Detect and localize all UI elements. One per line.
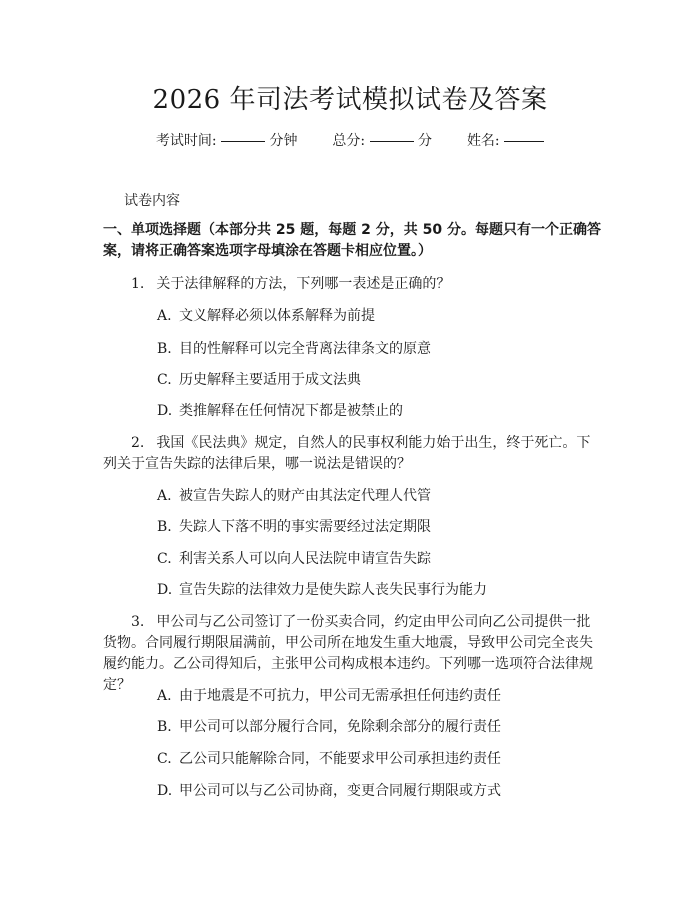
exam-time-unit: 分钟 xyxy=(269,133,298,149)
option-letter: B. xyxy=(157,719,172,735)
question-1-option-a xyxy=(157,306,597,326)
total-score-label: 总分: xyxy=(332,133,366,149)
total-score-blank xyxy=(370,127,414,142)
option-letter: C. xyxy=(157,751,172,767)
student-name-label: 姓名: xyxy=(466,133,500,149)
question-1-option-b xyxy=(157,339,597,359)
option-text: 甲公司可以部分履行合同，免除剩余部分的履行责任 xyxy=(179,719,501,735)
question-stem: 我国《民法典》规定，自然人的民事权利能力始于出生，终于死亡。下列关于宣告失踪的法律后果，哪一说法是错误的？ xyxy=(103,435,591,472)
option-letter: D. xyxy=(157,783,173,799)
question-number: 2. xyxy=(131,435,145,451)
option-text: 类推解释在任何情况下都是被禁止的 xyxy=(179,403,403,419)
option-text: 被宣告失踪人的财产由其法定代理人代管 xyxy=(179,488,431,504)
option-letter: B. xyxy=(157,341,172,357)
option-text: 由于地震是不可抗力，甲公司无需承担任何违约责任 xyxy=(179,688,501,704)
option-text: 目的性解释可以完全背离法律条文的原意 xyxy=(179,341,431,357)
question-1 xyxy=(103,274,603,295)
question-3-option-b xyxy=(157,717,597,737)
exam-time-label: 考试时间: xyxy=(155,133,217,149)
option-text: 文义解释必须以体系解释为前提 xyxy=(179,308,375,324)
option-text: 甲公司可以与乙公司协商，变更合同履行期限或方式 xyxy=(179,783,501,799)
option-letter: D. xyxy=(157,582,173,598)
page-title: 2026 年司法考试模拟试卷及答案 xyxy=(152,85,548,115)
question-2 xyxy=(103,433,603,475)
option-letter: A. xyxy=(157,308,172,324)
question-3 xyxy=(103,612,603,696)
option-text: 利害关系人可以向人民法院申请宣告失踪 xyxy=(179,551,431,567)
section-label: 试卷内容 xyxy=(124,193,180,209)
option-letter: A. xyxy=(157,488,172,504)
question-1-option-c xyxy=(157,370,597,390)
section-heading: 一、单项选择题（本部分共 25 题，每题 2 分，共 50 分。每题只有一个正确答案，请将正确答案选项字母填涂在答题卡相应位置。） xyxy=(103,222,601,259)
question-stem: 甲公司与乙公司签订了一份买卖合同，约定由甲公司向乙公司提供一批货物。合同履行期限届满前，甲公司所在地发生重大地震，导致甲公司完全丧失履约能力。乙公司得知后，主张甲公司构成根本违约。下列哪一选项符合法律规定？ xyxy=(103,614,593,693)
student-name-blank xyxy=(504,127,544,142)
question-2-option-a xyxy=(157,486,597,506)
question-2-option-d xyxy=(157,580,597,600)
option-text: 历史解释主要适用于成文法典 xyxy=(179,372,361,388)
question-number: 1. xyxy=(131,276,145,292)
question-2-option-b xyxy=(157,517,597,537)
option-letter: B. xyxy=(157,519,172,535)
option-text: 宣告失踪的法律效力是使失踪人丧失民事行为能力 xyxy=(179,582,487,598)
option-text: 失踪人下落不明的事实需要经过法定期限 xyxy=(179,519,431,535)
option-letter: A. xyxy=(157,688,172,704)
question-2-option-c xyxy=(157,549,597,569)
total-score-unit: 分 xyxy=(418,133,433,149)
question-number: 3. xyxy=(131,614,145,630)
exam-info-line xyxy=(0,130,700,151)
option-letter: C. xyxy=(157,372,172,388)
exam-time-blank xyxy=(221,127,265,142)
question-stem: 关于法律解释的方法，下列哪一表述是正确的？ xyxy=(156,276,451,292)
option-text: 乙公司只能解除合同，不能要求甲公司承担违约责任 xyxy=(179,751,501,767)
question-3-option-c xyxy=(157,749,597,769)
question-1-option-d xyxy=(157,401,597,421)
option-letter: D. xyxy=(157,403,173,419)
question-3-option-a xyxy=(157,686,597,706)
question-3-option-d xyxy=(157,781,597,801)
option-letter: C. xyxy=(157,551,172,567)
